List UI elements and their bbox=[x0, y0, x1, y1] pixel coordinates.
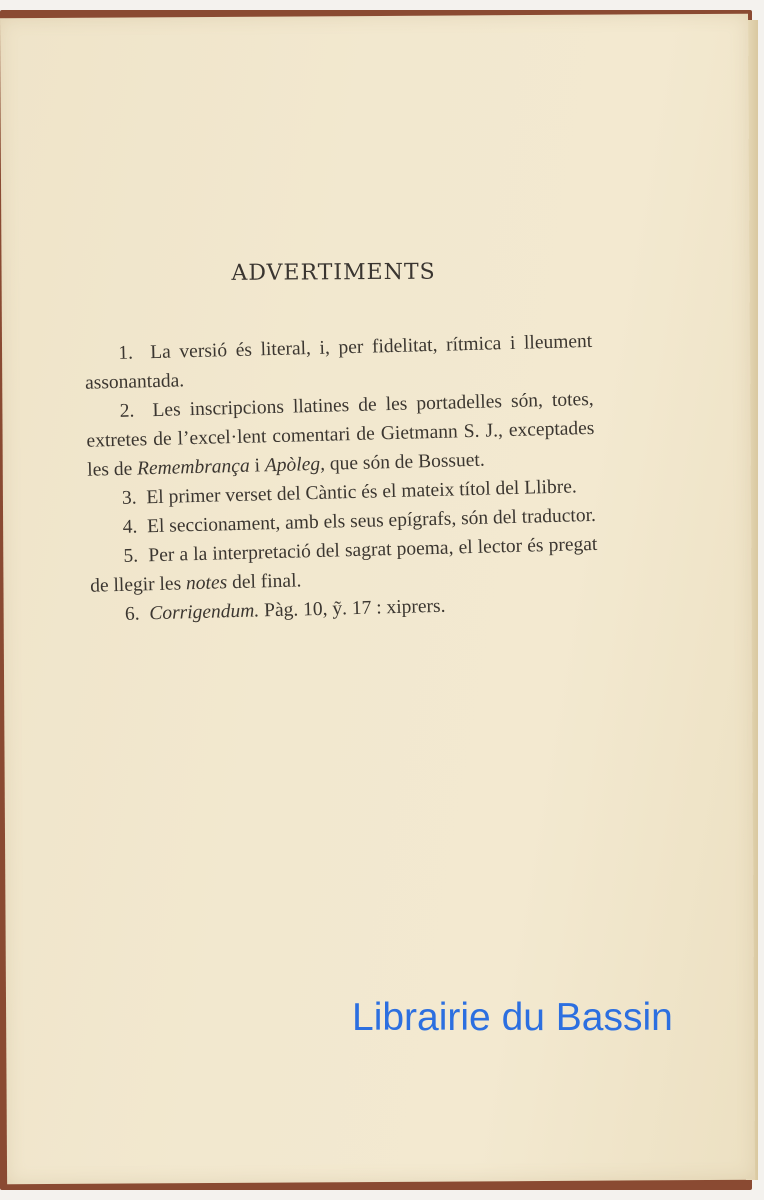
item-text: que són de Bossuet. bbox=[324, 449, 485, 475]
item-italic-word: notes bbox=[185, 572, 228, 595]
item-number: 3. bbox=[121, 487, 137, 509]
item-text: Per a la interpretació del sagrat poema, el lector és pregat de llegir les bbox=[89, 533, 598, 597]
item-italic-word: Corrigendum. bbox=[149, 600, 260, 625]
item-text: Les inscripcions llatines de les portadelles són, totes, extretes de l’excel·lent comentari de Gietmann S. J., exceptades les de bbox=[86, 388, 595, 481]
item-italic-title: Remembrança bbox=[136, 455, 250, 480]
item-text: El primer verset del Càntic és el mateix títol del Llibre. bbox=[146, 476, 577, 509]
item-number: 1. bbox=[118, 342, 134, 364]
seller-watermark: Librairie du Bassin bbox=[352, 996, 673, 1039]
item-number: 4. bbox=[122, 516, 138, 538]
item-number: 2. bbox=[119, 400, 135, 422]
item-text: El seccionament, amb els seus epígrafs, són del traductor. bbox=[146, 504, 597, 538]
item-number: 5. bbox=[123, 545, 139, 567]
item-italic-title: Apòleg, bbox=[264, 453, 326, 477]
item-text: La versió és literal, i, per fidelitat, rítmica i lleument assonantada. bbox=[84, 330, 593, 394]
page-title: ADVERTIMENTS bbox=[231, 259, 436, 286]
item-text: del final. bbox=[226, 570, 302, 594]
notice-list bbox=[84, 327, 599, 630]
item-text: i bbox=[249, 455, 266, 477]
item-text: Pàg. 10, ỹ. 17 : xiprers. bbox=[258, 595, 446, 622]
notice-item-2 bbox=[85, 385, 595, 485]
item-number: 6. bbox=[124, 603, 140, 625]
